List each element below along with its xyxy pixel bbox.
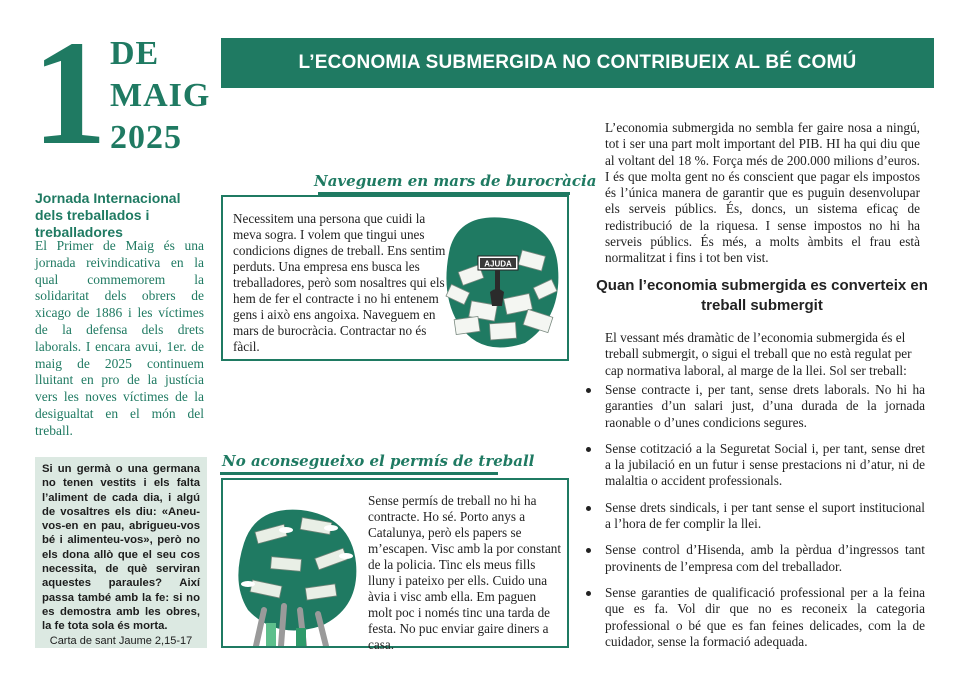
- date-day: 1: [32, 10, 107, 176]
- list-item: [580, 585, 925, 650]
- bullet-dot: [586, 548, 591, 553]
- list-item-text: Sense control d’Hisenda, amb la pèrdua d’ingressos tant provinents de l’empresa com del treballador.: [605, 542, 925, 574]
- bullet-dot: [586, 447, 591, 452]
- bullet-dot: [586, 506, 591, 511]
- story2-text: [230, 493, 562, 653]
- list-item: [580, 382, 925, 431]
- ajuda-sign-text: AJUDA: [484, 259, 512, 269]
- page-title: L’ECONOMIA SUBMERGIDA NO CONTRIBUEIX AL BÉ COMÚ: [221, 38, 934, 88]
- list-item: [580, 542, 925, 575]
- quote-box: [35, 457, 207, 648]
- story1-title: Naveguem en mars de burocràcia: [314, 172, 597, 190]
- jornada-title: Jornada Internacional dels treballados i treballadores: [35, 190, 181, 240]
- list-item-text: Sense garanties de qualificació professional per a la feina que es fa. Vol dir que no es reconeix la categoria professional o bé que es fan feines delicades, com la de cuidador, sense la formació adequada.: [605, 584, 925, 649]
- date-year: 2025: [110, 119, 182, 156]
- section-paragraph: El vessant més dramàtic de l’economia submergida és el treball submergit, o sigui el treball que no està regulat per cap normativa laboral, al marge de la llei. Sol ser treball:: [605, 330, 912, 378]
- quote-source: Carta de sant Jaume 2,15-17: [49, 634, 193, 647]
- list-item: [580, 500, 925, 533]
- bullet-dot: [586, 388, 591, 393]
- intro-paragraph: L’economia submergida no sembla fer gaire nosa a ningú, tot i ser una part molt important del PIB. HI ha qui diu que al voltant del 18 %. Força més de 200.000 milions d’euros. I és que molta gent no és conscient que pagar els impostos és l’única manera de garantir que es puguin desenvolupar els serveis públics. És, doncs, un sistema eficaç de redistribució de la riquesa. I sense impostos no hi ha serveis públics. És més, a molts àmbits el frau està normalitzat i fins i tot ben vist.: [605, 120, 920, 266]
- story2-text-content: Sense permís de treball no hi ha contracte. Ho sé. Porto anys a Catalunya, però els papers se m’escapen. Visc amb la por constant de la policia. Tinc els meus fills lluny i pateixo per ells. Cuido una àvia i visc amb ella. Em paguen molt poc i només tinc una tarda de festa. No puc enviar gaire diners a casa.: [368, 493, 562, 652]
- bullet-list: [580, 382, 925, 660]
- story2-title: No aconsegueixo el permís de treball: [222, 452, 535, 470]
- story2-title-underline: [220, 472, 498, 475]
- bullet-dot: [586, 591, 591, 596]
- list-item-text: Sense drets sindicals, i per tant sense el suport institucional a l’hora de fer complir la llei.: [605, 499, 925, 532]
- text-wrap-spacer: [230, 491, 368, 639]
- list-item-text: Sense cotització a la Seguretat Social i, per tant, sense dret a la jubilació en un futur i sense prestacions ni d’atur, ni de malaltia o accident professionals.: [605, 440, 925, 489]
- list-item-text: Sense contracte i, per tant, sense drets laborals. No hi ha garanties d’un salari just, d’una durada de la jornada raonable o d’unes condicions segures.: [605, 382, 925, 430]
- list-item: [580, 441, 925, 490]
- story1-text: Necessitem una persona que cuidi la meva sogra. I volem que tingui unes condicions dignes de treball. Ens sentim perduts. Una empresa ens busca les treballadores, però som nosaltres qui els hem de fer el contracte i no hi entenem gens i això ens angoixa. Naveguem en mars de burocràcia. Contractar no és fàcil.: [233, 211, 446, 354]
- date-month: MAIG: [110, 77, 211, 114]
- paperwork-illustration: [440, 208, 565, 356]
- quote-text: Si un germà o una germana no tenen vestits i els falta l’aliment de cada dia, i algú de vosaltres els diu: «Aneu-vos-en en pau, abrigueu-vos bé i alimenteu-vos», però no els dona allò que el seu cos necessita, de què serviran aquestes paraules? Així passa també amb la fe: si no es demostra amb les obres, la fe tota sola és morta.: [42, 463, 200, 633]
- date-de: DE: [110, 35, 160, 72]
- jornada-body: El Primer de Maig és una jornada reivindicativa en la qual commemorem la solidaritat dels obrers de xicago de 1886 i les víctimes de la defensa dels drets laborals. I encara avui, 1er. de maig de 2025 continuem lluitant en pro de la justícia vers les noves víctimes de la desigualtat en el món del treball.: [35, 238, 204, 438]
- section-heading: Quan l’economia submergida es converteix en treball submergit: [596, 277, 928, 314]
